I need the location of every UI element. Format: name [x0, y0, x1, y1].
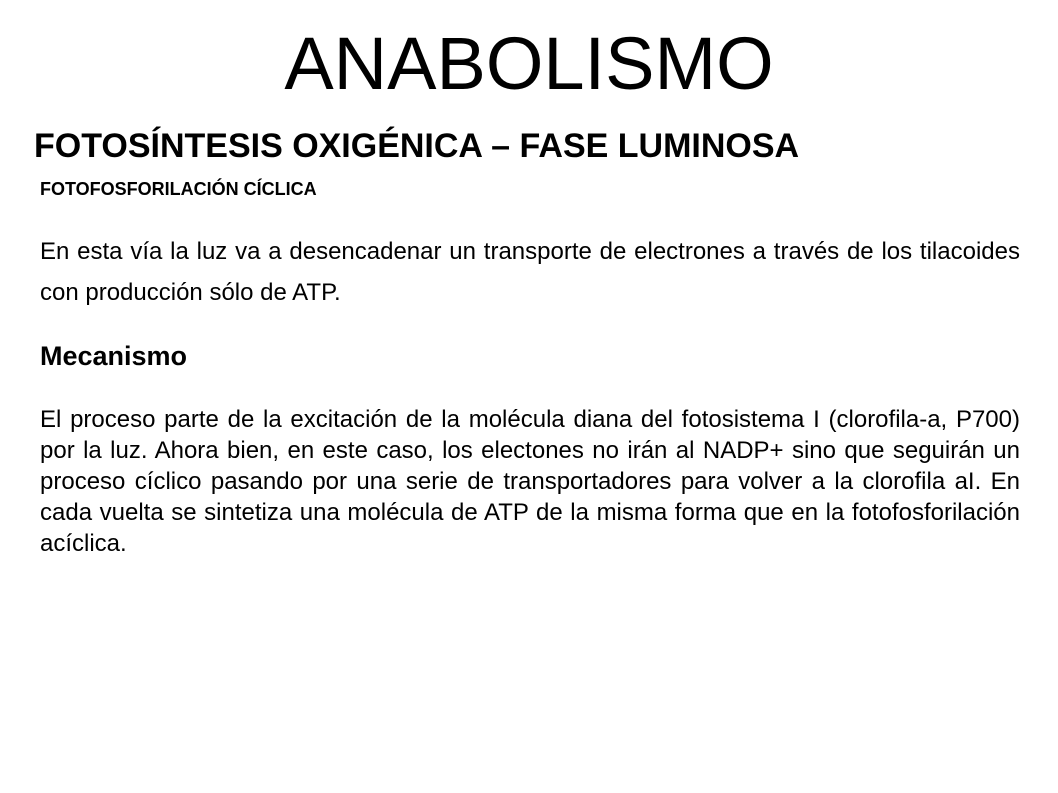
intro-paragraph: En esta vía la luz va a desencadenar un transporte de electrones a través de los tilacoides con producción sólo de ATP.	[40, 238, 1020, 306]
section-label: FOTOFOSFORILACIÓN CÍCLICA	[40, 179, 317, 199]
mechanism-heading: Mecanismo	[40, 341, 188, 371]
slide-title: ANABOLISMO	[284, 22, 774, 105]
slide-subtitle: FOTOSÍNTESIS OXIGÉNICA – FASE LUMINOSA	[34, 127, 800, 165]
mechanism-paragraph: El proceso parte de la excitación de la molécula diana del fotosistema I (clorofila-a, P700) por la luz. Ahora bien, en este caso, los electones no irán al NADP+ sino que seguirán un proceso cíclico pasando por una serie de transportadores para volver a la clorofila aI. En cada vuelta se sintetiza una molécula de ATP de la misma forma que en la fotofosforilación acíclica.	[40, 406, 1020, 557]
